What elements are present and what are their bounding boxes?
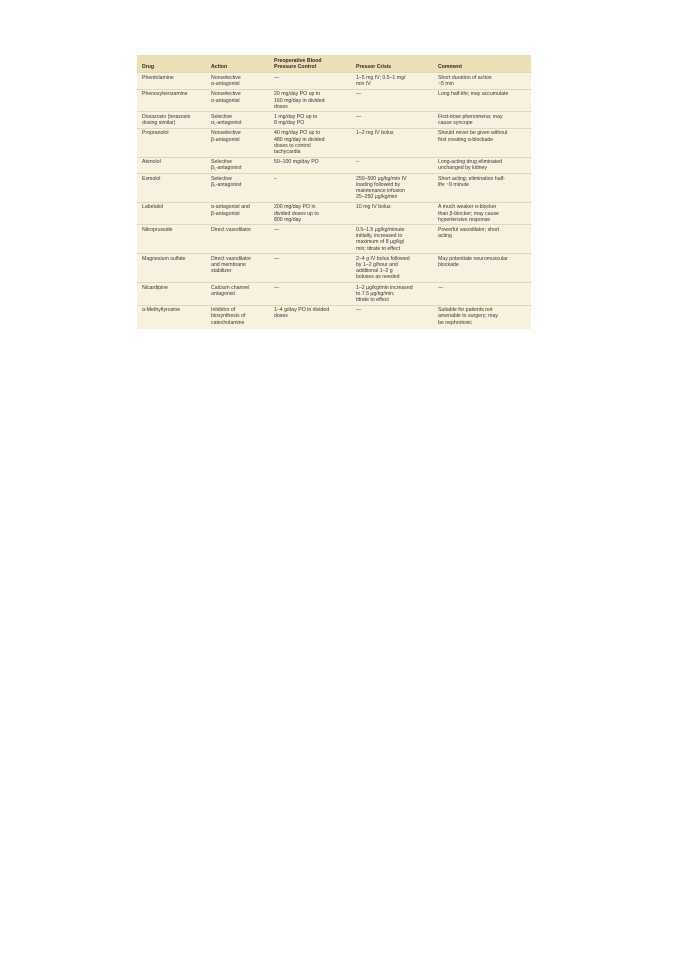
table-cell-comment: Short acting; elimination half- life ~9 minute xyxy=(438,175,505,188)
column-header-pressor-crisis: Pressor Crisis xyxy=(356,64,392,71)
table-cell-comment: Powerful vasodilator; short acting xyxy=(438,226,500,240)
table-cell-drug: α-Methyltyrosine xyxy=(142,307,181,314)
table-cell-preop-control: — xyxy=(274,255,280,262)
table-row xyxy=(137,254,531,283)
table-header-row xyxy=(137,55,531,73)
table-cell-action: Nonselective α-antagonist xyxy=(211,74,241,88)
table-cell-comment: Should never be given without first creating α-blockade xyxy=(438,130,508,143)
table-cell-comment: — xyxy=(438,284,444,291)
table-cell-drug: Propranolol xyxy=(142,130,169,137)
table-cell-drug: Magnesium sulfate xyxy=(142,255,186,262)
table-cell-drug: Nicardipine xyxy=(142,284,168,291)
table-cell-pressor-crisis: — xyxy=(356,307,362,314)
table-row xyxy=(137,202,531,225)
table-cell-drug: Nitroprusside xyxy=(142,226,173,233)
table-row xyxy=(137,305,531,329)
table-cell-drug: Phenoxybenzamine xyxy=(142,91,188,98)
table-cell-action: Selective β₁-antagonist xyxy=(211,159,242,172)
table-cell-drug: Esmolol xyxy=(142,175,161,182)
table-cell-pressor-crisis: 10 mg IV bolus xyxy=(356,204,391,211)
table-cell-comment: Short duration of action ~5 min xyxy=(438,74,492,88)
table-cell-comment: Long-acting drug eliminated unchanged by kidney xyxy=(438,159,503,172)
table-cell-pressor-crisis: 2–4 g IV bolus followed by 1–2 g/hour and additional 1–2 g boluses as needed xyxy=(356,255,410,281)
table-cell-drug: Atenolol xyxy=(142,159,161,166)
table-cell-pressor-crisis: 1–5 mg IV; 0.5–1 mg/ min IV xyxy=(356,74,406,88)
table-cell-comment: Suitable for patients not amenable to surgery; may be nephrotoxic xyxy=(438,307,498,326)
table-cell-preop-control: 200 mg/day PO in divided doses up to 800 mg/day xyxy=(274,204,319,223)
table-row xyxy=(137,283,531,306)
table-cell-action: Direct vasodilator xyxy=(211,226,252,233)
table-row xyxy=(137,174,531,203)
table-cell-drug: Doxazosin (terazosin dosing similar) xyxy=(142,113,191,127)
table-row xyxy=(137,157,531,173)
table-cell-action: α-antagonist and β-antagonist xyxy=(211,204,250,217)
table-cell-preop-control: 1 mg/day PO up to 8 mg/day PO xyxy=(274,113,318,127)
table-cell-comment: First-dose phenomena; may cause syncope xyxy=(438,113,503,127)
table-cell-pressor-crisis: – xyxy=(356,159,359,166)
table-cell-action: Calcium channel antagonist xyxy=(211,284,250,297)
table-cell-drug: Phentolamine xyxy=(142,74,174,81)
table-cell-preop-control: 1–4 g/day PO in divided doses xyxy=(274,307,330,320)
table-cell-action: Inhibitor of biosynthesis of catecholamine xyxy=(211,307,246,326)
table-row xyxy=(137,225,531,254)
table-cell-action: Nonselective β-antagonist xyxy=(211,130,241,143)
table-row xyxy=(137,128,531,157)
table-cell-action: Nonselective α-antagonist xyxy=(211,91,241,104)
table-cell-preop-control: 50–100 mg/day PO xyxy=(274,159,319,166)
table-cell-pressor-crisis: — xyxy=(356,113,362,120)
table-cell-pressor-crisis: 1–2 mg IV bolus xyxy=(356,130,394,137)
table-cell-comment: A much weaker α-blocker than β-blocker; may cause hypertensive response xyxy=(438,204,499,223)
drug-table-grid xyxy=(137,55,531,329)
table-cell-preop-control: – xyxy=(274,175,277,182)
column-header-preop-control: Preoperative Blood Pressure Control xyxy=(274,58,322,71)
table-cell-action: Direct vasodilator and membrane stabilizer xyxy=(211,255,252,275)
table-cell-preop-control: 20 mg/day PO up to 160 mg/day in divided doses xyxy=(274,91,325,110)
table-row xyxy=(137,112,531,128)
table-row xyxy=(137,89,531,112)
column-header-drug: Drug xyxy=(142,64,155,71)
column-header-comment: Comment xyxy=(438,64,462,71)
table-cell-preop-control: — xyxy=(274,284,280,291)
table-cell-preop-control: — xyxy=(274,74,280,81)
table-cell-comment: May potentiate neuromuscular blockade xyxy=(438,255,508,268)
table-cell-preop-control: 40 mg/day PO up to 480 mg/day in divided doses to control tachycardia xyxy=(274,130,325,155)
table-cell-pressor-crisis: 0.5–1.5 μg/kg/minute initially, increased to maximum of 8 μg/kg/ min; titrate to effect xyxy=(356,226,405,252)
table-cell-action: Selective α₁-antagonist xyxy=(211,113,242,127)
column-header-action: Action xyxy=(211,64,228,71)
drug-table xyxy=(137,55,531,329)
table-cell-comment: Long half-life; may accumulate xyxy=(438,91,509,98)
table-cell-pressor-crisis: 250–500 μg/kg/min IV loading followed by maintenance infusion 25–250 μg/kg/min xyxy=(356,175,407,201)
table-cell-preop-control: — xyxy=(274,226,280,233)
table-cell-pressor-crisis: 1–2 μg/kg/min increased to 7.5 μg/kg/min; titrate to effect xyxy=(356,284,413,303)
table-body xyxy=(137,73,531,329)
table-row xyxy=(137,73,531,89)
table-cell-action: Selective β₁-antagonist xyxy=(211,175,242,188)
table-cell-pressor-crisis: — xyxy=(356,91,362,98)
table-cell-drug: Labetalol xyxy=(142,204,164,211)
